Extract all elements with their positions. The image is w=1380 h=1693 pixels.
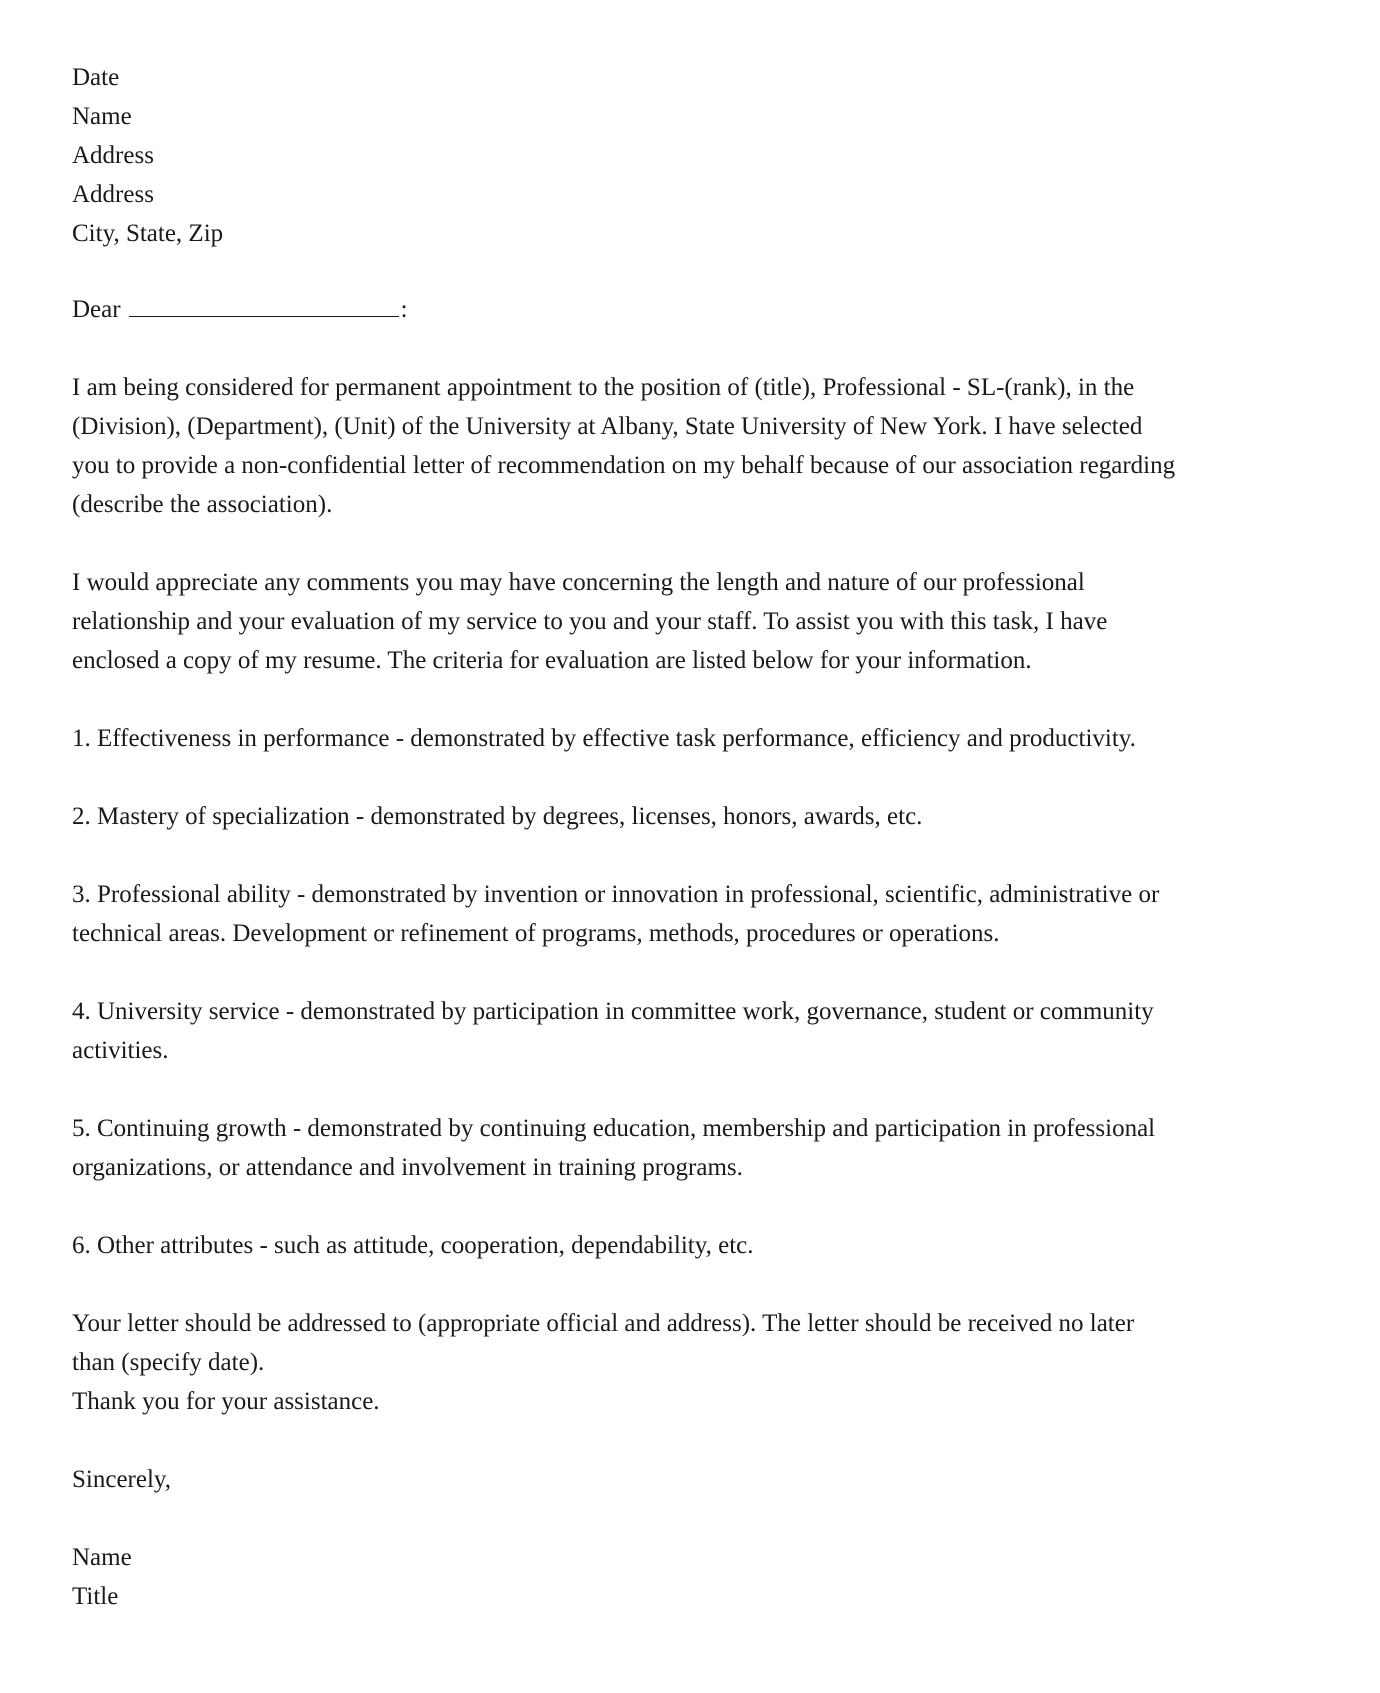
letter-document <box>72 58 1322 1616</box>
header-date: Date <box>72 64 120 91</box>
intro-line: (Division), (Department), (Unit) of the University at Albany, State University of New York. I have selected <box>72 413 1143 440</box>
request-paragraph <box>72 563 1322 680</box>
criterion-line: activities. <box>72 1037 169 1064</box>
criterion-1 <box>72 719 1322 758</box>
criterion-line: 6. Other attributes - such as attitude, cooperation, dependability, etc. <box>72 1232 754 1259</box>
closing-paragraph <box>72 1304 1322 1421</box>
criterion-line: 3. Professional ability - demonstrated by invention or innovation in professional, scientific, administrative or <box>72 881 1160 908</box>
request-line: relationship and your evaluation of my service to you and your staff. To assist you with this task, I have <box>72 608 1108 635</box>
intro-line: you to provide a non-confidential letter of recommendation on my behalf because of our association regarding <box>72 452 1176 479</box>
header-address-2: Address <box>72 181 154 208</box>
signature-block <box>72 1538 1322 1616</box>
header-address-1: Address <box>72 142 154 169</box>
intro-line: I am being considered for permanent appointment to the position of (title), Professional - SL-(rank), in the <box>72 374 1135 401</box>
criterion-line: technical areas. Development or refinement of programs, methods, procedures or operations. <box>72 920 1000 947</box>
intro-line: (describe the association). <box>72 491 333 518</box>
salutation-colon: : <box>400 296 408 323</box>
header-city-state-zip: City, State, Zip <box>72 220 224 247</box>
signer-title: Title <box>72 1583 119 1610</box>
closing-line: Your letter should be addressed to (appropriate official and address). The letter should be received no later <box>72 1310 1135 1337</box>
request-line: enclosed a copy of my resume. The criteria for evaluation are listed below for your information. <box>72 647 1032 674</box>
intro-paragraph <box>72 368 1322 524</box>
criterion-line: 5. Continuing growth - demonstrated by continuing education, membership and participation in professional <box>72 1115 1156 1142</box>
criterion-5 <box>72 1109 1322 1187</box>
criterion-2 <box>72 797 1322 836</box>
signer-name: Name <box>72 1544 132 1571</box>
criterion-6 <box>72 1226 1322 1265</box>
closing-line: than (specify date). <box>72 1349 265 1376</box>
recipient-blank-line <box>129 294 399 317</box>
closing-line: Thank you for your assistance. <box>72 1388 380 1415</box>
header-name: Name <box>72 103 132 130</box>
criterion-3 <box>72 875 1322 953</box>
criterion-line: 4. University service - demonstrated by participation in committee work, governance, student or community <box>72 998 1154 1025</box>
salutation-dear: Dear <box>72 296 121 323</box>
sender-header <box>72 58 1322 253</box>
criterion-line: 2. Mastery of specialization - demonstrated by degrees, licenses, honors, awards, etc. <box>72 803 923 830</box>
criterion-line: 1. Effectiveness in performance - demonstrated by effective task performance, efficiency and productivity. <box>72 725 1136 752</box>
criterion-line: organizations, or attendance and involvement in training programs. <box>72 1154 743 1181</box>
request-line: I would appreciate any comments you may have concerning the length and nature of our professional <box>72 569 1085 596</box>
criterion-4 <box>72 992 1322 1070</box>
salutation <box>72 290 1322 329</box>
sign-off: Sincerely, <box>72 1466 172 1493</box>
